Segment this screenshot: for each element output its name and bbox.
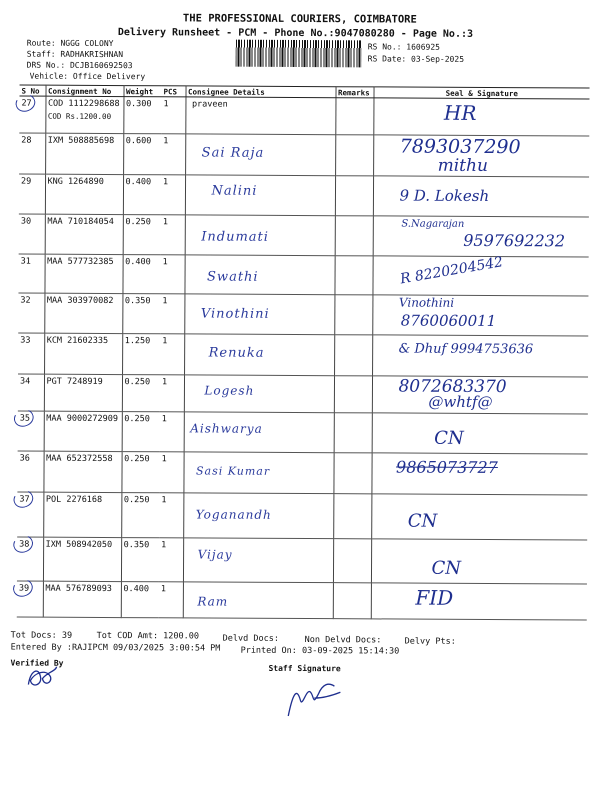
row-signature: 8072683370	[398, 376, 507, 398]
table-row	[19, 174, 589, 217]
row-remarks	[334, 413, 372, 453]
row-signature-2: 8760060011	[400, 311, 497, 331]
total-docs: Tot Docs: 39	[10, 630, 73, 641]
row-pcs: 1	[161, 134, 185, 175]
row-remarks	[333, 494, 371, 539]
row-remarks	[334, 376, 372, 413]
row-consignee: Nalini	[211, 183, 258, 199]
row-consignee: Indumati	[201, 229, 269, 245]
row-signature: S.Nagarajan	[401, 218, 465, 230]
delivered-docs: Delvd Docs:	[222, 633, 279, 644]
row-pcs: 1	[160, 334, 184, 375]
col-weight: Weight	[123, 86, 161, 97]
drs-number: DRS No.: DCJB160692503	[26, 60, 133, 71]
row-signature-2: 9597692232	[463, 230, 566, 251]
row-weight: 0.400	[121, 582, 159, 618]
row-consignee: Aishwarya	[190, 421, 263, 436]
entered-by: Entered By :RAJIPCM 09/03/2025 3:00:54 PM	[10, 642, 221, 654]
row-pcs: 1	[159, 452, 183, 493]
row-signature: 9865073727	[396, 457, 498, 478]
row-pcs: 1	[160, 375, 184, 412]
row-pcs: 1	[160, 412, 184, 452]
row-consignment: IXM 508885698	[45, 133, 123, 174]
verifier-signature-icon	[24, 663, 60, 691]
table-row	[17, 492, 587, 540]
row-remarks	[335, 135, 373, 176]
row-pcs: 1	[161, 97, 185, 134]
row-signature: HR	[443, 100, 477, 125]
row-consignee: Sasi Kumar	[195, 464, 271, 478]
table-row	[18, 333, 588, 377]
row-sno: 39	[18, 583, 30, 594]
row-signature: Vinothini	[398, 295, 455, 310]
table-row	[17, 581, 587, 620]
row-consignment: KNG 1264890	[45, 174, 123, 214]
table-row	[18, 374, 588, 414]
staff-label: Staff: RADHAKRISHNAN	[26, 49, 124, 60]
vehicle-label: Vehicle: Office Delivery	[29, 71, 146, 82]
row-remarks	[333, 583, 371, 619]
printed-on: Printed On: 03-09-2025 15:14:30	[240, 645, 400, 657]
total-cod-amount: Tot COD Amt: 1200.00	[96, 630, 200, 642]
row-sno: 29	[19, 174, 45, 214]
col-pcs: PCS	[161, 86, 185, 97]
row-pcs: 1	[161, 215, 185, 255]
row-weight: 0.250	[123, 215, 161, 255]
row-weight: 0.300	[123, 97, 161, 134]
barcode-image	[236, 40, 362, 68]
table-row	[19, 133, 589, 177]
row-weight: 0.350	[122, 294, 160, 334]
row-signature: CN	[434, 427, 464, 449]
row-remarks	[335, 216, 373, 256]
row-consignment: MAA 303970082	[44, 293, 122, 333]
row-consignment: KCM 21602335	[44, 333, 122, 374]
row-signature-2: @whtf@	[428, 392, 493, 412]
row-consignee: Swathi	[207, 269, 259, 285]
table-row	[18, 254, 588, 296]
row-remarks	[333, 539, 371, 583]
route-label: Route: NGGG COLONY	[26, 38, 114, 49]
row-consignment: COD 1112298688	[47, 98, 120, 110]
row-sno: 35	[19, 413, 31, 424]
row-signature: FID	[415, 585, 454, 610]
row-sno: 32	[18, 293, 44, 333]
row-signature-2: mithu	[437, 155, 488, 176]
col-consignment: Consignment No	[45, 85, 123, 96]
col-consignee: Consignee Details	[185, 86, 335, 98]
runsheet-subtitle: Delivery Runsheet - PCM - Phone No.:9047080280 - Page No.:3	[117, 27, 474, 40]
row-sno: 27	[21, 98, 32, 109]
row-consignment: MAA 652372558	[43, 451, 121, 492]
row-remarks	[335, 176, 373, 216]
row-weight: 0.250	[121, 493, 159, 538]
row-consignment: MAA 710184054	[45, 214, 123, 254]
row-consignee: Logesh	[204, 383, 255, 398]
row-weight: 0.400	[122, 255, 160, 294]
row-consignment: MAA 576789093	[43, 581, 121, 617]
row-signature: R 8220204542	[398, 254, 504, 288]
row-weight: 0.400	[123, 175, 161, 215]
row-consignment: MAA 577732385	[44, 254, 122, 293]
row-signature: 7893037290	[399, 135, 521, 159]
row-signature: 9 D. Lokesh	[399, 186, 490, 205]
delivery-points: Delvy Pts:	[404, 636, 456, 647]
row-pcs: 1	[160, 294, 184, 334]
staff-signature-label: Staff Signature	[268, 663, 341, 674]
table-row	[17, 537, 587, 584]
col-remarks: Remarks	[335, 87, 373, 98]
row-weight: 0.250	[121, 452, 159, 493]
table-row	[19, 96, 589, 136]
row-sno: 33	[18, 333, 44, 374]
row-sno: 30	[19, 214, 45, 254]
row-pcs: 1	[159, 582, 183, 618]
row-weight: 0.600	[123, 134, 161, 175]
row-consignee: Sai Raja	[201, 145, 265, 161]
row-weight: 1.250	[122, 334, 160, 375]
row-pcs: 1	[161, 175, 185, 215]
table-row	[19, 214, 589, 257]
table-row	[17, 451, 587, 495]
company-name: THE PROFESSIONAL COURIERS, COIMBATORE	[182, 12, 417, 26]
row-consignee: praveen	[191, 99, 228, 110]
row-pcs: 1	[160, 255, 184, 294]
row-pcs: 1	[159, 538, 183, 582]
row-remarks	[334, 256, 372, 295]
row-signature: & Dhuf 9994753636	[398, 341, 534, 358]
row-weight: 0.250	[122, 412, 160, 452]
row-remarks	[334, 295, 372, 335]
col-signature: Seal & Signature	[373, 87, 589, 99]
col-sno: S No	[19, 85, 45, 96]
row-consignee: Ram	[197, 594, 229, 609]
row-sno: 28	[19, 133, 45, 174]
row-cod: COD Rs.1200.00	[47, 111, 112, 122]
staff-signature-icon	[284, 676, 344, 720]
row-consignment: POL 2276168	[43, 492, 121, 537]
row-sno: 38	[19, 539, 30, 550]
rs-date: RS Date: 03-Sep-2025	[367, 54, 465, 64]
row-sno: 37	[19, 494, 30, 505]
row-remarks	[335, 98, 373, 135]
rs-number: RS No.: 1606925	[367, 42, 441, 52]
row-weight: 0.250	[122, 375, 160, 412]
row-consignee: Vinothini	[200, 306, 270, 322]
row-signature: CN	[431, 557, 462, 579]
non-delivered-docs: Non Delvd Docs:	[304, 635, 382, 646]
verified-by-label: Verified By	[10, 658, 64, 668]
row-sno: 36	[17, 451, 43, 492]
row-remarks	[334, 335, 372, 376]
row-signature: CN	[407, 510, 438, 532]
row-consignee: Yoganandh	[195, 507, 272, 522]
table-row	[18, 293, 588, 336]
table-row	[18, 411, 588, 454]
row-weight: 0.350	[121, 538, 159, 582]
row-sno: 34	[18, 374, 44, 411]
row-consignee: Renuka	[208, 345, 265, 361]
row-sno: 31	[18, 254, 44, 293]
row-consignee: Vijay	[197, 547, 233, 562]
runsheet-table	[17, 85, 590, 621]
row-pcs: 1	[159, 493, 183, 538]
row-consignment: IXM 508942050	[43, 537, 121, 581]
row-consignment: MAA 9000272909	[44, 411, 122, 451]
row-remarks	[333, 453, 371, 494]
row-consignment: PGT 7248919	[44, 374, 122, 411]
